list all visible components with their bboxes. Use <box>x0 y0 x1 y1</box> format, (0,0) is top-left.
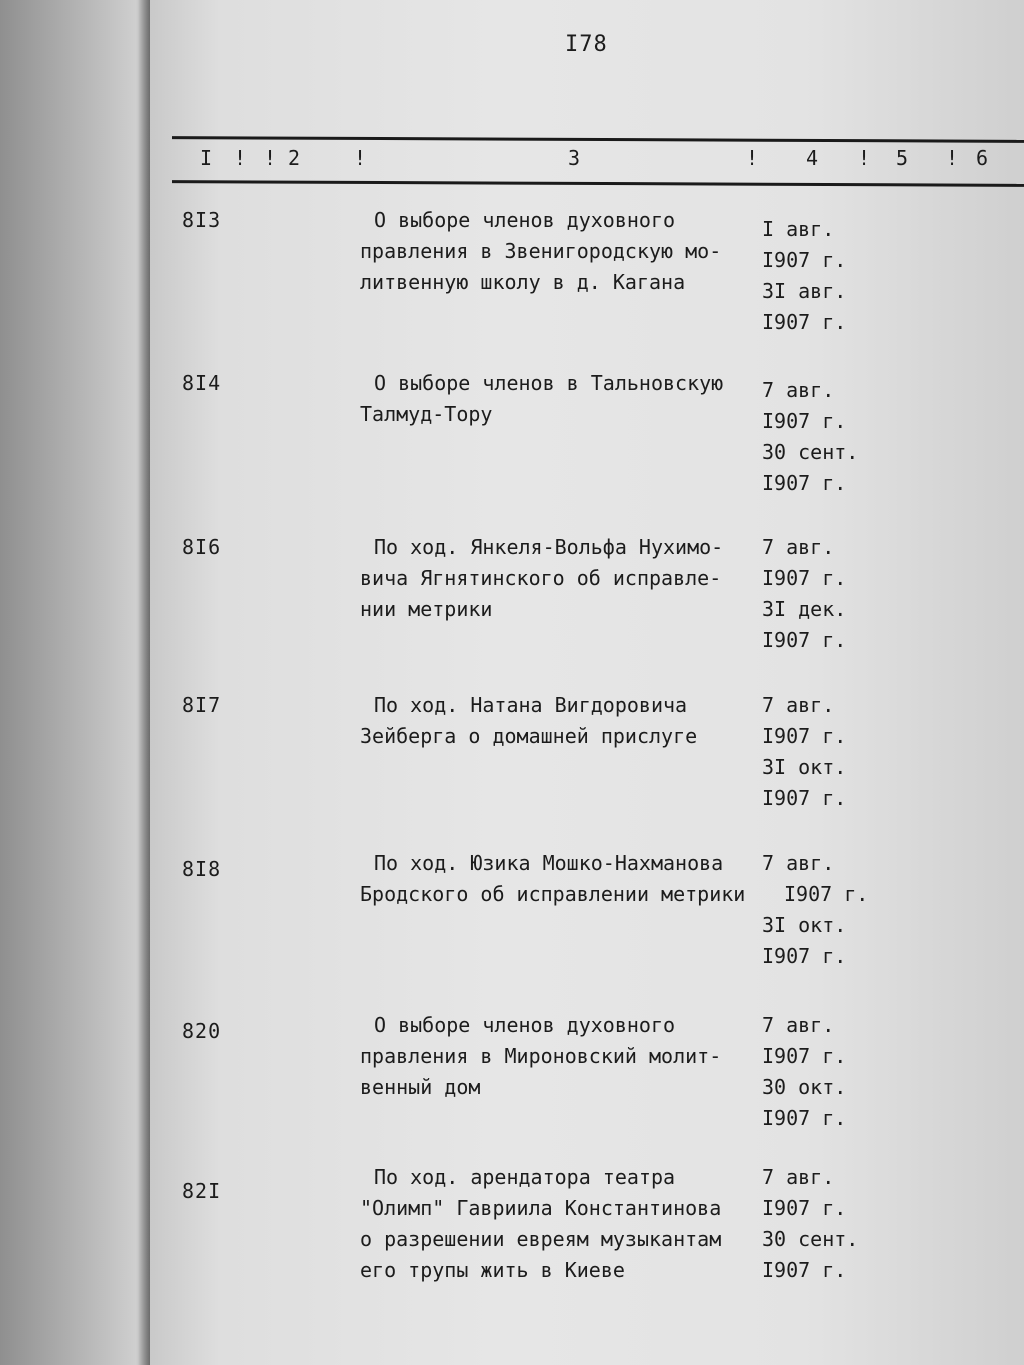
end-date-year: I907 г. <box>762 1258 847 1282</box>
description-line: его трупы жить в Киеве <box>360 1258 625 1282</box>
book-spine <box>0 0 160 1365</box>
description-line: "Олимп" Гавриила Константинова <box>360 1196 722 1220</box>
table-header-top-rule <box>172 136 1024 143</box>
entry-dates <box>762 690 846 814</box>
end-date-day: 3I окт. <box>762 755 847 779</box>
entry-dates <box>762 1010 846 1134</box>
entry-description <box>360 848 760 910</box>
table-header <box>150 146 1024 178</box>
description-line: о разрешении евреям музыкантам <box>360 1227 722 1251</box>
description-line: По ход. Юзика Мошко-Нахманова <box>374 851 724 875</box>
start-date-year: I907 г. <box>762 1044 847 1068</box>
end-date-year: I907 г. <box>762 471 847 495</box>
header-col-5: 5 <box>896 146 909 170</box>
start-date-day: 7 авг. <box>762 1165 835 1189</box>
header-col-2: 2 <box>288 146 301 170</box>
entry-dates <box>762 375 858 499</box>
entry-number: 8I3 <box>182 208 222 232</box>
header-separator: ! <box>858 146 871 170</box>
description-line: Талмуд-Тору <box>360 402 493 426</box>
page-number: I78 <box>565 32 608 57</box>
description-line: О выборе членов духовного <box>374 208 676 232</box>
start-date-day: 7 авг. <box>762 378 835 402</box>
entry-dates <box>762 532 846 656</box>
start-date-year: I907 г. <box>762 566 847 590</box>
start-date-year: I907 г. <box>762 409 847 433</box>
description-line: Зейберга о домашней прислуге <box>360 724 698 748</box>
entry-description <box>360 205 760 298</box>
description-line: По ход. арендатора театра <box>374 1165 676 1189</box>
entry-description <box>360 368 760 430</box>
end-date-year: I907 г. <box>762 786 847 810</box>
description-line: правления в Мироновский молит- <box>360 1044 722 1068</box>
description-line: правления в Звенигородскую мо- <box>360 239 722 263</box>
start-date-year: I907 г. <box>784 882 869 906</box>
description-line: О выборе членов духовного <box>374 1013 676 1037</box>
entry-description <box>360 1162 760 1286</box>
entry-number: 820 <box>182 1019 222 1043</box>
table-header-bottom-rule <box>172 180 1024 187</box>
entry-number: 8I8 <box>182 857 222 881</box>
start-date-day: 7 авг. <box>762 535 835 559</box>
document-page <box>150 0 1024 1365</box>
entry-number: 8I4 <box>182 371 222 395</box>
start-date-day: 7 авг. <box>762 851 835 875</box>
entry-number: 82I <box>182 1179 222 1203</box>
end-date-year: I907 г. <box>762 310 847 334</box>
header-col-6: 6 <box>976 146 989 170</box>
end-date-year: I907 г. <box>762 944 847 968</box>
start-date-day: 7 авг. <box>762 693 835 717</box>
description-line: О выборе членов в Тальновскую <box>374 371 724 395</box>
end-date-day: 30 сент. <box>762 1227 859 1251</box>
end-date-day: 3I авг. <box>762 279 847 303</box>
description-line: вича Ягнятинского об исправле- <box>360 566 722 590</box>
description-line: литвенную школу в д. Кагана <box>360 270 686 294</box>
description-line: венный дом <box>360 1075 481 1099</box>
description-line: По ход. Янкеля-Вольфа Нухимо- <box>374 535 724 559</box>
entry-number: 8I7 <box>182 693 222 717</box>
entry-description <box>360 532 760 625</box>
entry-number: 8I6 <box>182 535 222 559</box>
header-col-3: 3 <box>568 146 581 170</box>
end-date-year: I907 г. <box>762 1106 847 1130</box>
header-col-4: 4 <box>806 146 819 170</box>
entry-description <box>360 1010 760 1103</box>
entry-dates <box>762 214 846 338</box>
end-date-year: I907 г. <box>762 628 847 652</box>
end-date-day: 3I окт. <box>762 913 847 937</box>
start-date-year: I907 г. <box>762 248 847 272</box>
header-separator: ! <box>354 146 367 170</box>
entry-dates <box>762 1162 858 1286</box>
header-separator: ! <box>746 146 759 170</box>
description-line: По ход. Натана Вигдоровича <box>374 693 688 717</box>
start-date-day: I авг. <box>762 217 835 241</box>
start-date-year: I907 г. <box>762 724 847 748</box>
header-separator: ! <box>234 146 247 170</box>
description-line: Бродского об исправлении метрики <box>360 882 746 906</box>
end-date-day: 3I дек. <box>762 597 847 621</box>
entry-description <box>360 690 760 752</box>
end-date-day: 30 окт. <box>762 1075 847 1099</box>
header-separator: ! <box>264 146 277 170</box>
end-date-day: 30 сент. <box>762 440 859 464</box>
header-col-1: I <box>200 146 213 170</box>
description-line: нии метрики <box>360 597 493 621</box>
start-date-day: 7 авг. <box>762 1013 835 1037</box>
entry-dates <box>762 848 868 972</box>
header-separator: ! <box>946 146 959 170</box>
start-date-year: I907 г. <box>762 1196 847 1220</box>
